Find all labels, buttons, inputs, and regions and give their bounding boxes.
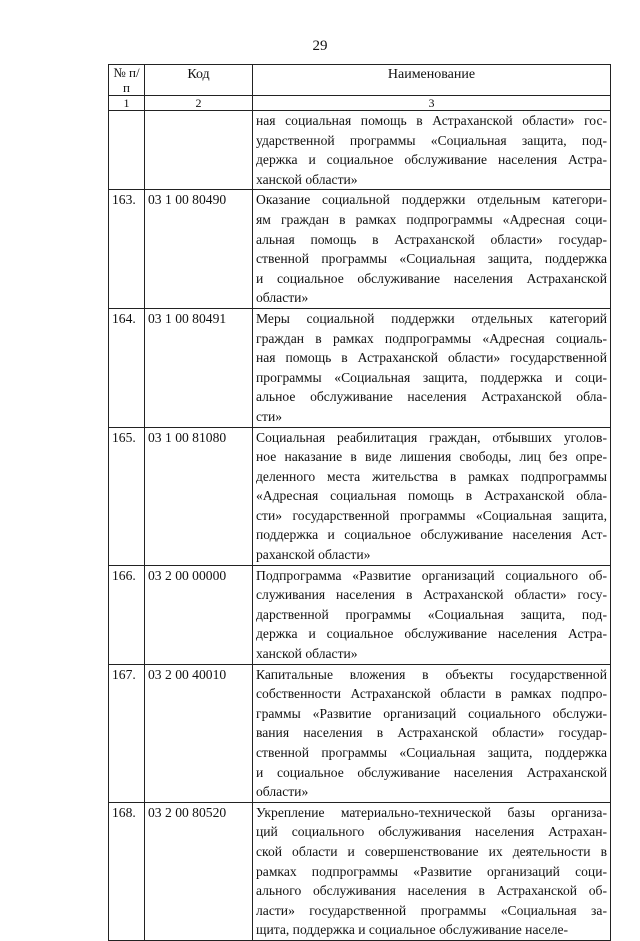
row-code (145, 111, 253, 190)
name-line: ям граждан в рамках подпрограммы «Адресная соци- (256, 211, 607, 227)
budget-code-table (108, 64, 611, 941)
row-number: 168. (109, 802, 145, 940)
name-line: альная помощь в Астраханской области» государ- (256, 231, 607, 247)
row-number: 165. (109, 427, 145, 565)
name-line: ального обслуживания населения в Астраханской об- (256, 883, 607, 899)
row-number: 164. (109, 308, 145, 427)
name-line: сти» (256, 408, 283, 424)
name-line: ударственной программы «Социальная защита, под- (256, 132, 607, 148)
table-body (109, 111, 611, 941)
name-line: ственной программы «Социальная защита, поддержка (256, 745, 607, 760)
name-line: раханской области» (256, 547, 371, 563)
name-line: вания населения в Астраханской области» государ- (256, 725, 607, 741)
header-number: № п/п (109, 65, 145, 96)
name-line: Укрепление материально-технической базы организа- (256, 804, 607, 820)
name-line: Подпрограмма «Развитие организаций социального об- (256, 567, 607, 583)
row-name (253, 565, 611, 664)
name-line: ханской области» (256, 646, 358, 662)
name-line: ханской области» (256, 171, 358, 187)
table-row (109, 427, 611, 565)
row-name (253, 664, 611, 802)
table-row (109, 190, 611, 309)
name-line: и социальное обслуживание населения Астраханской (256, 764, 607, 780)
name-line: деленного места жительства в рамках подпрограммы (256, 468, 607, 484)
name-line: ное наказание в виде лишения свободы, лиц без опре- (256, 449, 607, 465)
row-name (253, 308, 611, 427)
row-name (253, 802, 611, 940)
table-row (109, 308, 611, 427)
column-index: 2 (145, 96, 253, 111)
row-code: 03 1 00 81080 (145, 427, 253, 565)
column-index-row (109, 96, 611, 111)
name-line: держка и социальное обслуживание населения Астра- (256, 626, 607, 642)
name-line: сти» государственной программы «Социальная защита, (256, 507, 607, 523)
name-line: Социальная реабилитация граждан, отбывших уголов- (256, 429, 607, 445)
name-line: дарственной программы «Социальная защита, под- (256, 606, 607, 622)
name-line: ций социального обслуживания населения Астрахан- (256, 824, 607, 840)
name-line: области» (256, 290, 309, 306)
row-name (253, 111, 611, 190)
row-name (253, 190, 611, 309)
name-line: собственности Астраханской области в рамках подпро- (256, 686, 607, 702)
column-index: 1 (109, 96, 145, 111)
name-line: ласти» государственной программы «Социальная за- (256, 902, 607, 918)
row-code: 03 2 00 80520 (145, 802, 253, 940)
name-line: Меры социальной поддержки отдельных категорий (256, 310, 607, 326)
header-name: Наименование (253, 65, 611, 96)
name-line: области» (256, 784, 309, 800)
name-line: поддержка и социальное обслуживание населения Аст- (256, 527, 607, 543)
row-code: 03 1 00 80490 (145, 190, 253, 309)
row-number: 166. (109, 565, 145, 664)
name-line: граждан в рамках подпрограммы «Адресная социаль- (256, 330, 607, 346)
name-line: и социальное обслуживание населения Астраханской (256, 270, 607, 286)
table-row (109, 664, 611, 802)
name-line: ской области и совершенствование их деятельности в (256, 843, 607, 859)
page-number: 29 (312, 38, 328, 54)
row-name (253, 427, 611, 565)
table-header-row (109, 65, 611, 96)
row-number: 163. (109, 190, 145, 309)
table-row (109, 111, 611, 190)
name-line: рамках подпрограммы «Развитие организаций соци- (256, 863, 607, 879)
row-code: 03 1 00 80491 (145, 308, 253, 427)
row-number (109, 111, 145, 190)
table-row (109, 802, 611, 940)
name-line: Оказание социальной поддержки отдельным категори- (256, 192, 607, 208)
row-number: 167. (109, 664, 145, 802)
name-line: держка и социальное обслуживание населения Астра- (256, 152, 607, 168)
name-line: «Адресная социальная помощь в Астраханской обла- (256, 488, 607, 504)
row-code: 03 2 00 00000 (145, 565, 253, 664)
name-line: программы «Социальная защита, поддержка и соци- (256, 369, 607, 385)
name-line: ная помощь в Астраханской области» государственной (256, 350, 607, 366)
row-code: 03 2 00 40010 (145, 664, 253, 802)
table-row (109, 565, 611, 664)
name-line: служивания населения в Астраханской области» госу- (256, 587, 607, 603)
name-line: ственной программы «Социальная защита, поддержка (256, 251, 607, 267)
name-line: альное обслуживание населения Астраханской обла- (256, 389, 607, 405)
column-index: 3 (253, 96, 611, 111)
name-line: граммы «Развитие организаций социального обслужи- (256, 705, 607, 721)
header-code: Код (145, 65, 253, 96)
name-line: Капитальные вложения в объекты государственной (256, 666, 607, 682)
name-line: щита, поддержка и социальное обслуживание населе- (256, 922, 569, 938)
name-line: ная социальная помощь в Астраханской области» гос- (256, 113, 607, 128)
